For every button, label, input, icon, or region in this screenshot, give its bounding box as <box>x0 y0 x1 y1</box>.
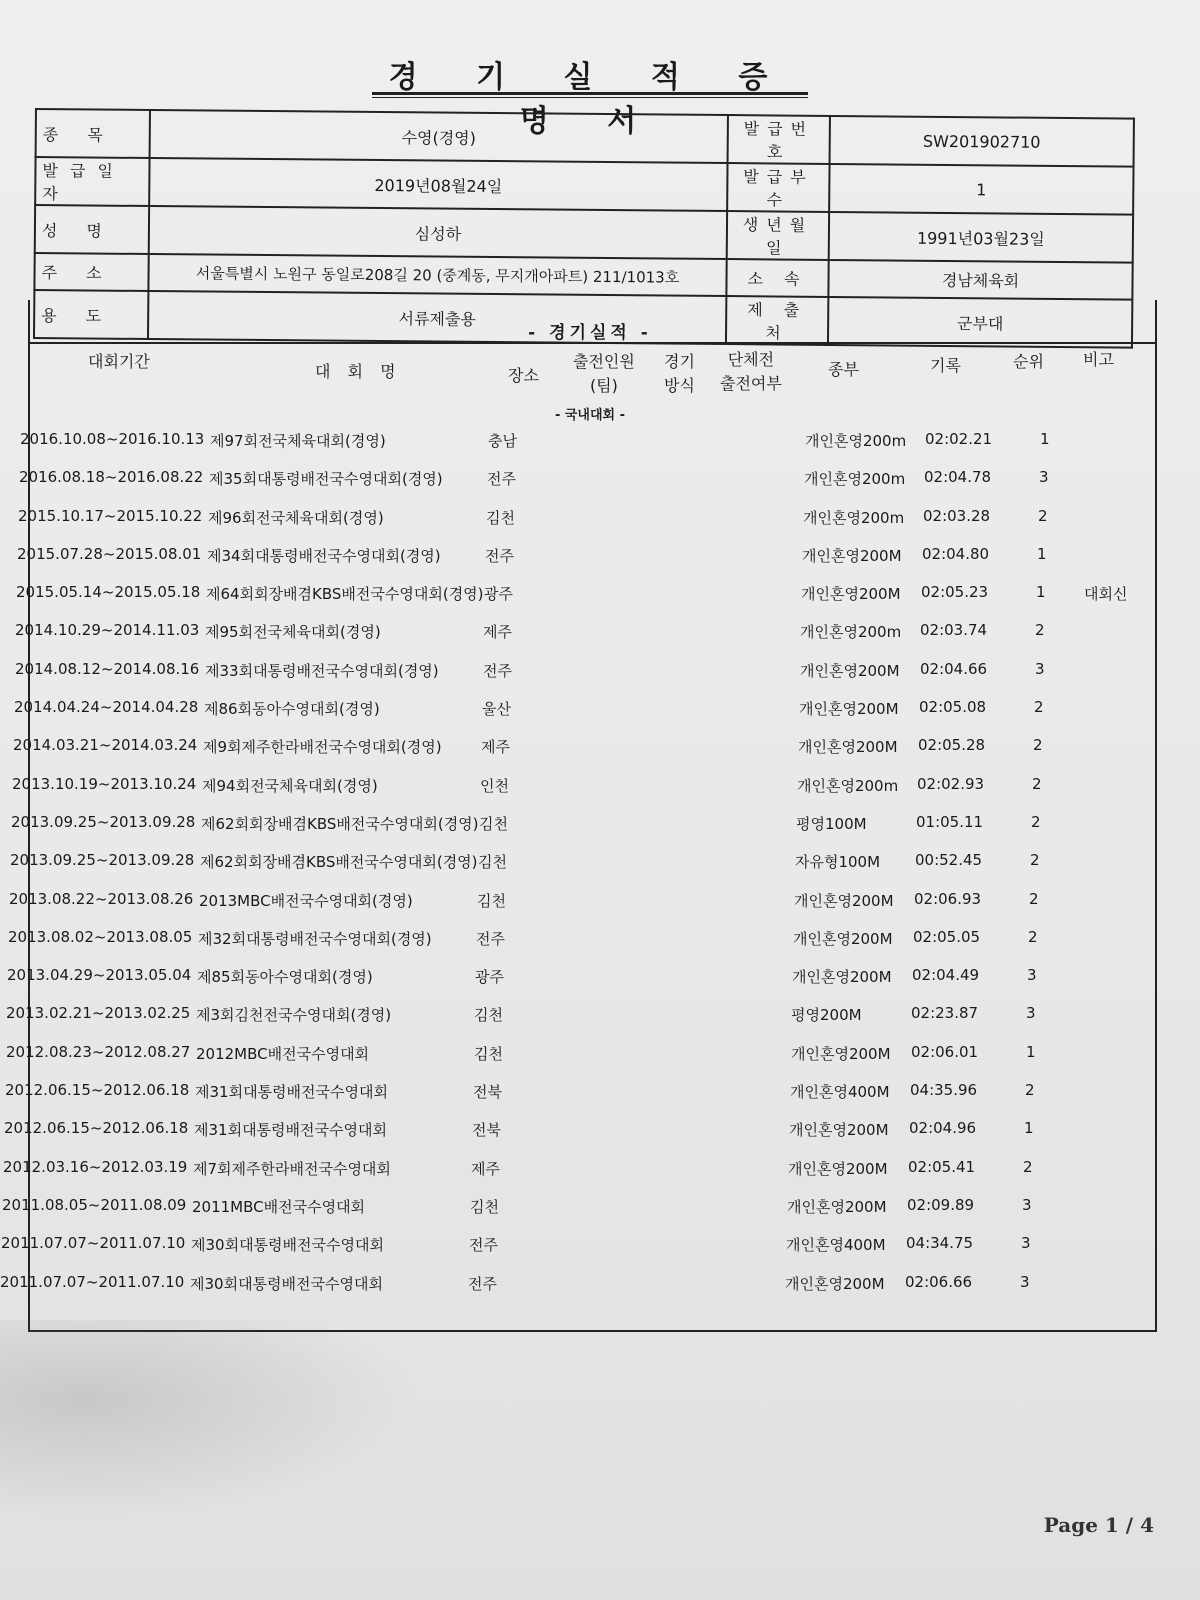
subsection-domestic: - 국내대회 - <box>554 408 626 423</box>
record-rank: 2 <box>1033 736 1043 755</box>
record-period: 2013.09.25~2013.09.28 <box>11 812 196 831</box>
table-row <box>0 535 1197 573</box>
record-name: 제62회회장배겸KBS배전국수영대회(경영) <box>201 814 479 833</box>
record-rank: 1 <box>1036 583 1046 602</box>
record-venue: 김천 <box>474 1006 503 1025</box>
record-period: 2013.04.29~2013.05.04 <box>7 966 192 985</box>
record-name: 제64회회장배겸KBS배전국수영대회(경영) <box>206 585 484 604</box>
record-venue: 전북 <box>472 1121 501 1140</box>
record-time: 02:02.93 <box>917 774 985 793</box>
record-time: 02:06.93 <box>914 889 982 908</box>
record-rank: 1 <box>1026 1042 1036 1061</box>
record-name: 제34회대통령배전국수영대회(경영) <box>207 546 441 565</box>
name-label: 성 명 <box>35 205 149 254</box>
record-period: 2011.07.07~2011.07.10 <box>1 1234 186 1253</box>
record-rank: 3 <box>1035 659 1045 678</box>
record-venue: 김천 <box>470 1197 499 1216</box>
col-name: 대 회 명 <box>315 362 402 381</box>
record-period: 2013.08.02~2013.08.05 <box>8 927 193 946</box>
sport-value: 수영(경영) <box>150 110 728 163</box>
table-row <box>0 458 1199 496</box>
record-rank: 2 <box>1025 1081 1035 1100</box>
record-venue: 전주 <box>476 929 505 948</box>
sport-label: 종 목 <box>36 109 150 158</box>
record-time: 02:05.28 <box>918 736 986 755</box>
col-team <box>720 348 782 396</box>
record-venue: 전주 <box>485 546 514 565</box>
record-rank: 2 <box>1029 889 1039 908</box>
birth-label: 생년월일 <box>727 211 829 260</box>
record-period: 2012.03.16~2012.03.19 <box>3 1157 188 1176</box>
record-time: 02:09.89 <box>907 1195 975 1214</box>
col-entrants <box>573 350 635 398</box>
issue-date-label: 발급일자 <box>35 157 149 206</box>
record-period: 2015.10.17~2015.10.22 <box>18 506 203 525</box>
record-name: 제32회대통령배전국수영대회(경영) <box>198 929 432 948</box>
record-name: 제94회전국체육대회(경영) <box>202 776 378 795</box>
record-time: 02:04.66 <box>920 659 988 678</box>
record-event: 개인혼영200M <box>794 891 894 910</box>
record-time: 02:03.74 <box>920 621 988 640</box>
record-time: 02:04.80 <box>922 544 990 563</box>
record-period: 2011.08.05~2011.08.09 <box>2 1195 187 1214</box>
record-rank: 1 <box>1040 430 1050 448</box>
record-event: 개인혼영200m <box>800 623 902 642</box>
record-rank: 2 <box>1035 621 1045 640</box>
record-venue: 전주 <box>483 661 512 680</box>
record-venue: 김천 <box>479 814 508 833</box>
record-name: 제33회대통령배전국수영대회(경영) <box>205 661 439 680</box>
record-event: 개인혼영200M <box>799 700 899 719</box>
col-entrants-line2: (팀) <box>589 376 618 395</box>
table-row <box>0 573 1196 611</box>
table-row <box>0 1186 1182 1224</box>
record-rank: 1 <box>1037 544 1047 563</box>
record-time: 02:04.49 <box>912 966 980 985</box>
table-row <box>0 611 1195 649</box>
record-name: 제62회회장배겸KBS배전국수영대회(경영) <box>200 853 478 872</box>
col-note: 비고 <box>1083 350 1114 369</box>
record-name: 제3회김천전국수영대회(경영) <box>196 1006 392 1025</box>
record-event: 개인혼영200m <box>804 470 906 489</box>
photo-shadow <box>0 1320 420 1520</box>
record-period: 2014.04.24~2014.04.28 <box>14 698 199 717</box>
section-title: - 경기실적 - <box>528 323 652 343</box>
record-venue: 김천 <box>474 1044 503 1063</box>
table-row <box>0 650 1195 688</box>
record-event: 개인혼영200M <box>789 1121 889 1140</box>
record-venue: 전주 <box>469 1236 498 1255</box>
record-time: 02:02.21 <box>925 430 993 448</box>
record-rank: 3 <box>1020 1272 1030 1291</box>
record-time: 02:06.01 <box>911 1042 979 1061</box>
record-event: 개인혼영200M <box>788 1159 888 1178</box>
record-rank: 1 <box>1024 1119 1034 1138</box>
record-event: 개인혼영400M <box>790 1083 890 1102</box>
copies-value: 1 <box>829 164 1133 215</box>
table-row <box>0 1263 1180 1301</box>
record-rank: 2 <box>1023 1157 1033 1176</box>
record-event: 개인혼영200M <box>793 929 893 948</box>
record-venue: 인천 <box>480 776 509 795</box>
record-venue: 울산 <box>482 700 511 719</box>
record-rank: 2 <box>1030 851 1040 870</box>
record-event: 개인혼영200M <box>787 1197 887 1216</box>
record-time: 02:04.78 <box>924 468 992 487</box>
record-venue: 제주 <box>471 1159 500 1178</box>
record-name: 제96회전국체육대회(경영) <box>208 508 384 527</box>
record-name: 2013MBC배전국수영대회(경영) <box>199 891 413 910</box>
record-time: 02:06.66 <box>905 1272 973 1291</box>
title-underline-thin <box>372 97 808 98</box>
submit-to-label: 제 출 처 <box>726 296 828 345</box>
table-row <box>0 420 1200 458</box>
record-name: 제95회전국체육대회(경영) <box>205 623 381 642</box>
record-event: 개인혼영200M <box>792 968 892 987</box>
submit-to-value: 군부대 <box>828 297 1132 348</box>
record-name: 제31회대통령배전국수영대회 <box>194 1121 387 1140</box>
record-time: 02:05.23 <box>921 583 989 602</box>
record-period: 2014.03.21~2014.03.24 <box>13 736 198 755</box>
issue-date-value: 2019년08월24일 <box>149 158 727 211</box>
record-event: 개인혼영200m <box>805 432 907 450</box>
record-event: 평영100M <box>796 814 867 833</box>
table-row <box>0 803 1191 841</box>
record-rank: 3 <box>1021 1234 1031 1253</box>
table-row <box>0 918 1188 956</box>
record-period: 2013.08.22~2013.08.26 <box>9 889 194 908</box>
record-venue: 광주 <box>475 968 504 987</box>
table-row <box>0 688 1194 726</box>
record-venue: 전주 <box>468 1274 497 1293</box>
record-time: 02:05.05 <box>913 927 981 946</box>
col-period: 대회기간 <box>88 352 150 371</box>
record-venue: 김천 <box>478 853 507 872</box>
col-method-line2: 방식 <box>664 376 695 395</box>
record-name: 제86회동아수영대회(경영) <box>204 700 380 719</box>
record-name: 2011MBC배전국수영대회 <box>192 1197 366 1216</box>
record-event: 개인혼영200M <box>791 1044 891 1063</box>
record-name: 제31회대통령배전국수영대회 <box>195 1083 388 1102</box>
col-team-line1: 단체전 <box>727 350 775 369</box>
affiliation-label: 소 속 <box>726 259 828 297</box>
record-venue: 제주 <box>481 738 510 757</box>
col-entrants-line1: 출전인원 <box>573 352 635 371</box>
record-venue: 전북 <box>473 1083 502 1102</box>
record-period: 2014.10.29~2014.11.03 <box>15 621 200 640</box>
table-row <box>0 1033 1186 1071</box>
col-team-line2: 출전여부 <box>720 374 782 393</box>
table-row <box>0 1109 1184 1147</box>
record-event: 개인혼영400M <box>786 1236 886 1255</box>
col-event: 종부 <box>828 360 859 379</box>
record-venue: 제주 <box>483 623 512 642</box>
record-rank: 2 <box>1031 812 1041 831</box>
record-time: 02:23.87 <box>911 1004 979 1023</box>
record-venue: 전주 <box>487 470 516 489</box>
record-rank: 3 <box>1039 468 1049 487</box>
record-rank: 3 <box>1022 1195 1032 1214</box>
record-period: 2011.07.07~2011.07.10 <box>0 1272 185 1291</box>
record-period: 2014.08.12~2014.08.16 <box>15 659 200 678</box>
purpose-label: 용 도 <box>34 290 148 339</box>
page-number: Page 1 / 4 <box>1043 1513 1154 1537</box>
record-event: 개인혼영200M <box>785 1274 885 1293</box>
record-rank: 2 <box>1032 774 1042 793</box>
record-time: 01:05.11 <box>916 812 984 831</box>
record-name: 제97회전국체육대회(경영) <box>210 432 386 450</box>
record-time: 02:05.41 <box>908 1157 976 1176</box>
record-period: 2013.10.19~2013.10.24 <box>12 774 197 793</box>
table-row <box>0 880 1189 918</box>
record-period: 2012.08.23~2012.08.27 <box>6 1042 191 1061</box>
record-name: 제9회제주한라배전국수영대회(경영) <box>203 738 442 757</box>
col-venue: 장소 <box>508 366 539 385</box>
section-divider <box>28 342 1155 344</box>
record-event: 개인혼영200M <box>801 585 901 604</box>
address-label: 주 소 <box>34 253 148 291</box>
document-title: 경 기 실 적 증 명 서 <box>388 60 792 139</box>
title-underline <box>372 92 808 95</box>
record-name: 제7회제주한라배전국수영대회 <box>193 1159 391 1178</box>
copies-label: 발급부수 <box>727 163 829 212</box>
table-row <box>0 497 1198 535</box>
record-rank: 2 <box>1034 698 1044 717</box>
birth-value: 1991년03월23일 <box>829 212 1133 263</box>
record-venue: 충남 <box>488 432 517 450</box>
table-row <box>0 994 1186 1032</box>
record-venue: 김천 <box>477 891 506 910</box>
col-record: 기록 <box>930 356 961 375</box>
table-row <box>0 841 1190 879</box>
table-row <box>0 1224 1181 1262</box>
issue-no-value: SW201902710 <box>830 116 1134 167</box>
table-row <box>0 1071 1185 1109</box>
record-venue: 김천 <box>486 508 515 527</box>
record-time: 00:52.45 <box>915 851 983 870</box>
record-event: 개인혼영200M <box>800 661 900 680</box>
table-row <box>0 956 1187 994</box>
record-time: 04:35.96 <box>910 1081 978 1100</box>
col-method <box>664 350 695 398</box>
record-period: 2013.02.21~2013.02.25 <box>6 1004 191 1023</box>
record-time: 02:03.28 <box>923 506 991 525</box>
record-note: 대회신 <box>1084 585 1128 604</box>
record-period: 2013.09.25~2013.09.28 <box>10 851 195 870</box>
record-rank: 2 <box>1038 506 1048 525</box>
record-rank: 3 <box>1027 966 1037 985</box>
record-venue: 광주 <box>484 585 513 604</box>
records-list <box>0 420 1200 1301</box>
record-name: 제30회대통령배전국수영대회 <box>191 1236 384 1255</box>
record-name: 제30회대통령배전국수영대회 <box>190 1274 383 1293</box>
col-rank: 순위 <box>1013 352 1044 371</box>
record-period: 2015.07.28~2015.08.01 <box>17 544 202 563</box>
issue-no-label: 발급번호 <box>728 115 830 164</box>
record-event: 평영200M <box>791 1006 862 1025</box>
record-period: 2012.06.15~2012.06.18 <box>4 1119 189 1138</box>
purpose-value: 서류제출용 <box>148 291 726 344</box>
table-row <box>0 765 1192 803</box>
name-value: 심성하 <box>149 206 727 259</box>
record-event: 개인혼영200M <box>802 546 902 565</box>
table-row <box>0 726 1193 764</box>
record-period: 2012.06.15~2012.06.18 <box>5 1081 190 1100</box>
record-event: 개인혼영200m <box>797 776 899 795</box>
record-period: 2015.05.14~2015.05.18 <box>16 583 201 602</box>
record-event: 개인혼영200m <box>803 508 905 527</box>
record-rank: 3 <box>1026 1004 1036 1023</box>
table-row <box>0 1148 1183 1186</box>
record-time: 02:05.08 <box>919 698 987 717</box>
record-time: 02:04.96 <box>909 1119 977 1138</box>
affiliation-value: 경남체육회 <box>828 260 1132 300</box>
record-name: 제35회대통령배전국수영대회(경영) <box>209 470 443 489</box>
record-event: 개인혼영200M <box>798 738 898 757</box>
record-period: 2016.10.08~2016.10.13 <box>20 430 205 448</box>
record-period: 2016.08.18~2016.08.22 <box>19 468 204 487</box>
address-value: 서울특별시 노원구 동일로208길 20 (중계동, 무지개아파트) 211/1013호 <box>148 254 726 296</box>
record-name: 제85회동아수영대회(경영) <box>197 968 373 987</box>
record-time: 04:34.75 <box>906 1234 974 1253</box>
record-event: 자유형100M <box>795 853 881 872</box>
record-name: 2012MBC배전국수영대회 <box>196 1044 370 1063</box>
record-rank: 2 <box>1028 927 1038 946</box>
col-method-line1: 경기 <box>664 352 695 371</box>
